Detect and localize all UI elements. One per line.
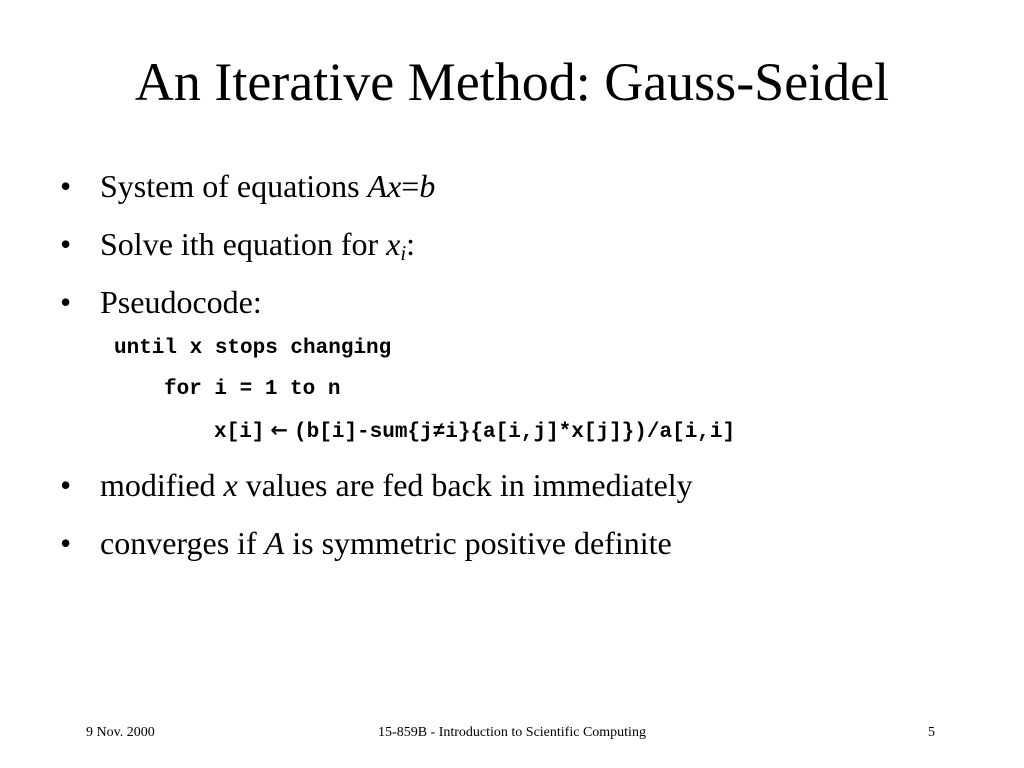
bullet-system-of-equations [60,164,980,208]
bullet-pseudocode [60,280,980,324]
left-arrow-icon: ← [270,418,289,442]
bullet-marker: • [60,525,72,561]
bullet-solve-ith-equation [60,222,980,266]
math-x: x [386,226,401,262]
bullet-text: Pseudocode: [100,284,262,320]
bullet-marker: • [60,284,72,320]
footer-date: 9 Nov. 2000 [86,725,155,740]
math-x: x [223,467,238,503]
math-subscript-i: i [400,242,407,266]
bullet-text: converges if [100,525,265,561]
math-ax: Ax [367,168,402,204]
bullet-converges [60,521,980,565]
code-assign-target: x[i] [214,421,265,444]
code-line-assign [60,410,980,453]
slide-title: An Iterative Method: Gauss-Seidel [134,52,890,112]
pseudocode-block [60,328,980,453]
math-a: A [264,525,285,561]
code-assign-expression: (b[i]-sum{j≠i}{a[i,j]*x[j]})/a[i,i] [294,421,736,444]
footer-course: 15-859B - Introduction to Scientific Computing [378,725,646,740]
math-equals: = [401,168,420,204]
code-line-for: for i = 1 to n [164,378,341,401]
bullet-marker: • [60,226,72,262]
footer-page-number: 5 [928,725,935,740]
math-b: b [419,168,436,204]
bullet-text: System of equations [100,168,368,204]
bullet-suffix: : [406,226,416,262]
code-line-until: until x stops changing [114,337,392,360]
bullet-list [60,164,980,565]
bullet-marker: • [60,168,72,204]
bullet-modified-x [60,463,980,507]
bullet-suffix: is symmetric positive definite [284,525,672,561]
bullet-marker: • [60,467,72,503]
bullet-text: modified [100,467,224,503]
bullet-text: Solve ith equation for [100,226,387,262]
bullet-suffix: values are fed back in immediately [237,467,693,503]
